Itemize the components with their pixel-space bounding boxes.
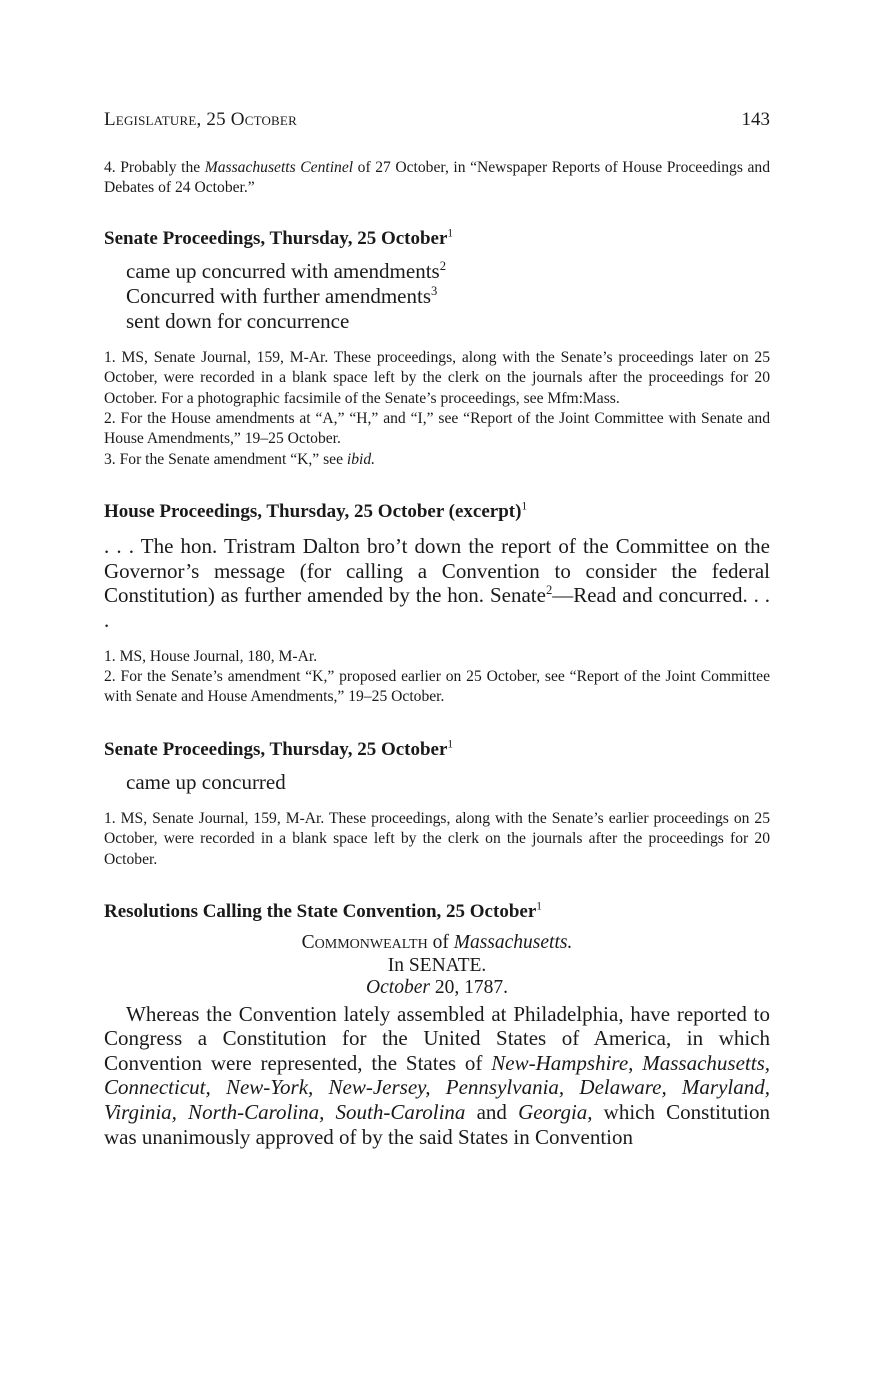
footnote-1: 1. MS, Senate Journal, 159, M-Ar. These proceedings, along with the Senate’s earlier proceedings on 25 October, were recorded in a blank space left by the clerk on the journals after the proceedings for 20 October.: [104, 809, 770, 868]
senate-1-line: Concurred with further amendments$^3$: [126, 283, 438, 308]
senate-2-line: came up concurred: [126, 769, 286, 794]
footnote-4: 4. Probably the Massachusetts Centinel of 27 October, in “Newspaper Reports of House Proceedings and Debates of 24 October.”: [104, 159, 770, 197]
resolution-paragraph: Whereas the Convention lately assembled at Philadelphia, have reported to Congress a Constitution for the United States of America, in which Convention were represented, the States of New-Hampshire, Massachusetts, Connecticut, New-York, New-Jersey, Pennsylvania, Delaware, Maryland, Virginia, North-Carolina, South-Carolina and Georgia, which Constitution was unanimously approved of by the said States in Convention: [104, 1001, 770, 1149]
section-heading-senate-1: Senate Proceedings, Thursday, 25 October$^1$: [104, 227, 454, 249]
running-head: [104, 108, 770, 132]
house-notes: [104, 647, 770, 708]
footnote-1: 1. MS, Senate Journal, 159, M-Ar. These proceedings, along with the Senate’s proceedings later on 25 October, were recorded in a blank space left by the clerk on the journals after the proceedings for 20 October. For a photographic facsimile of the Senate’s proceedings, see Mfm:Mass.: [104, 348, 770, 407]
section-heading-senate-2: Senate Proceedings, Thursday, 25 October$^1$: [104, 738, 454, 760]
senate-1-entries: [104, 259, 770, 334]
senate-2-notes: [104, 809, 770, 870]
footnote-2: 2. For the Senate’s amendment “K,” proposed earlier on 25 October, see “Report of the Joint Committee with Senate and House Amendments,” 19–25 October.: [104, 668, 770, 706]
commonwealth-line: Commonwealth of Massachusetts.: [301, 932, 573, 954]
in-senate-line: In SENATE.: [387, 954, 487, 976]
footnote-2: 2. For the House amendments at “A,” “H,” and “I,” see “Report of the Joint Committee with Senate and House Amendments,” 19–25 October.: [104, 410, 770, 448]
section-heading-house: House Proceedings, Thursday, 25 October (excerpt)$^1$: [104, 500, 528, 523]
resolution-header: [104, 932, 770, 1000]
footnote-3: 3. For the Senate amendment “K,” see ibid.: [104, 450, 376, 468]
running-head-title: Legislature, 25 October: [104, 109, 297, 130]
senate-1-line: sent down for concurrence: [126, 308, 350, 333]
page-number: 143: [741, 109, 770, 130]
house-body: . . . The hon. Tristram Dalton bro’t down the report of the Committee on the Governor’s message (for calling a Convention to consider the federal Constitution) as further amended by the hon. Senate$^2$—Read and concurred. . . .: [104, 534, 770, 633]
section-heading-resolutions: Resolutions Calling the State Convention, 25 October$^1$: [104, 900, 542, 923]
date-line: October 20, 1787.: [366, 977, 508, 999]
senate-1-notes: [104, 348, 770, 470]
footnote-1: 1. MS, House Journal, 180, M-Ar.: [104, 647, 318, 665]
senate-1-line: came up concurred with amendments$^2$: [126, 258, 447, 283]
document-page: [104, 108, 770, 1149]
